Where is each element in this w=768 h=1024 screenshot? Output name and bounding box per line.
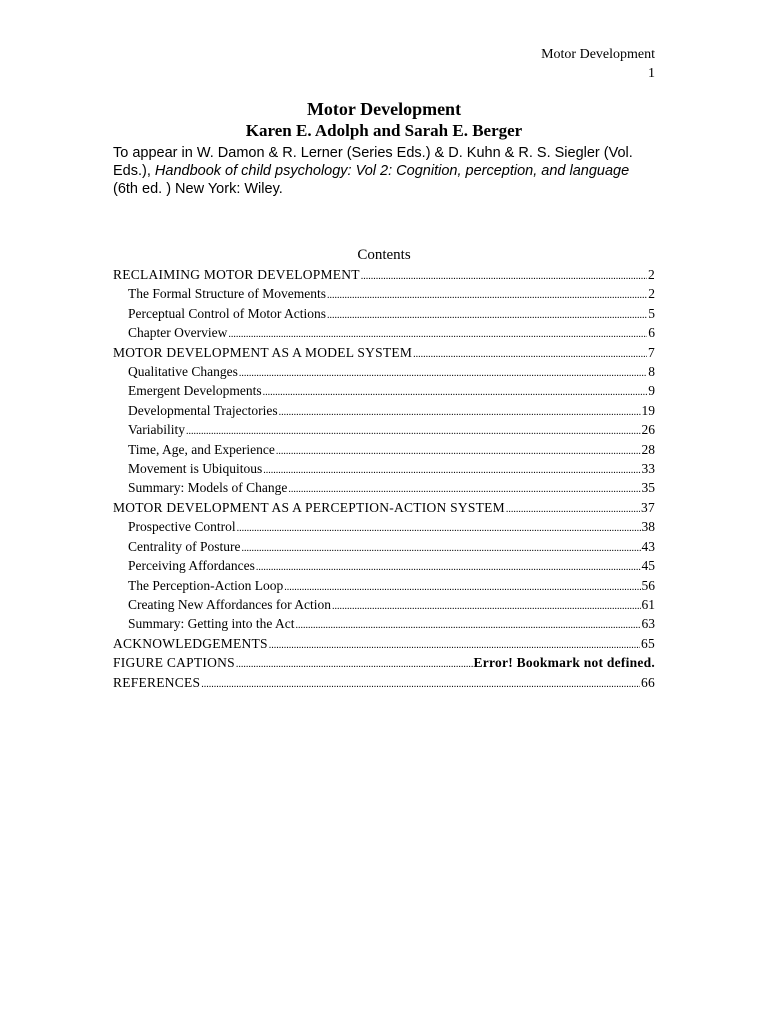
toc-entry-page: 6 — [648, 325, 655, 341]
dot-leader — [263, 384, 648, 401]
page-number: 1 — [648, 66, 655, 81]
toc-entry-page: 43 — [641, 538, 655, 554]
toc-heading: Contents — [357, 247, 411, 263]
dot-leader — [506, 501, 640, 518]
toc-entry[interactable] — [113, 518, 655, 537]
dot-leader — [228, 326, 647, 343]
toc-entry[interactable] — [113, 285, 655, 304]
dot-leader — [284, 579, 640, 596]
citation-suffix: (6th ed. ) New York: Wiley. — [113, 181, 283, 197]
toc-entry-page: 28 — [641, 441, 655, 457]
toc-entry-page: 2 — [648, 286, 655, 302]
dot-leader — [327, 287, 647, 304]
dot-leader — [256, 559, 641, 576]
citation — [113, 144, 655, 198]
document-title: Motor Development — [306, 99, 462, 119]
toc-entry-label: Variability — [128, 422, 185, 438]
toc-entry-label: Emergent Developments — [128, 383, 262, 399]
toc-entry[interactable] — [113, 421, 655, 440]
toc-entry[interactable] — [113, 305, 655, 324]
toc-entry[interactable] — [113, 635, 655, 654]
toc-entry[interactable] — [113, 344, 655, 363]
toc-entry-label: REFERENCES — [113, 674, 201, 690]
citation-book-title: Handbook of child psychology: Vol 2: Cognition, perception, and language — [154, 163, 630, 179]
toc-entry-label: Prospective Control — [128, 519, 236, 535]
dot-leader — [332, 598, 641, 615]
running-header — [541, 45, 655, 83]
dot-leader — [241, 540, 640, 557]
dot-leader — [269, 637, 640, 654]
toc-entry-label: Perceiving Affordances — [128, 558, 255, 574]
dot-leader — [239, 365, 647, 382]
toc-entry[interactable] — [113, 538, 655, 557]
toc-entry-page: 9 — [648, 383, 655, 399]
toc-entry-page: 5 — [648, 305, 655, 321]
dot-leader — [201, 676, 640, 693]
toc-entry[interactable] — [113, 402, 655, 421]
authors: Karen E. Adolph and Sarah E. Berger — [245, 121, 523, 140]
toc-entry-label: Creating New Affordances for Action — [128, 596, 331, 612]
toc-entry[interactable] — [113, 577, 655, 596]
toc-entry-label: Developmental Trajectories — [128, 402, 278, 418]
title-block — [113, 98, 655, 198]
dot-leader — [413, 346, 647, 363]
toc-entry[interactable] — [113, 596, 655, 615]
toc-entry[interactable] — [113, 382, 655, 401]
dot-leader — [361, 268, 647, 285]
toc-entry-page: 26 — [641, 422, 655, 438]
toc-entry-label: Summary: Getting into the Act — [128, 616, 295, 632]
toc-entry-label: Time, Age, and Experience — [128, 441, 275, 457]
toc-entry-page: 61 — [641, 596, 655, 612]
running-title: Motor Development — [541, 47, 655, 62]
dot-leader — [237, 520, 641, 537]
toc-entry-page: 45 — [641, 558, 655, 574]
toc-entry-label: Chapter Overview — [128, 325, 228, 341]
toc-entry-label: Perceptual Control of Motor Actions — [128, 305, 326, 321]
toc-entry-page: 2 — [648, 267, 655, 282]
toc-entry[interactable] — [113, 615, 655, 634]
table-of-contents — [113, 246, 655, 693]
toc-entry[interactable] — [113, 441, 655, 460]
toc-entry-label: RECLAIMING MOTOR DEVELOPMENT — [113, 267, 360, 282]
toc-entry-page: 37 — [641, 499, 655, 515]
toc-entry-label: MOTOR DEVELOPMENT AS A MODEL SYSTEM — [113, 344, 413, 360]
dot-leader — [327, 307, 647, 324]
toc-entry-page: 35 — [641, 480, 655, 496]
toc-entry-label: Qualitative Changes — [128, 364, 238, 380]
toc-entry[interactable] — [113, 557, 655, 576]
toc-entry-page: Error! Bookmark not defined. — [473, 655, 655, 671]
toc-entry[interactable] — [113, 479, 655, 498]
toc-entry-label: The Perception-Action Loop — [128, 577, 284, 593]
dot-leader — [288, 481, 640, 498]
toc-entry[interactable] — [113, 363, 655, 382]
toc-entry-page: 63 — [641, 616, 655, 632]
toc-entry[interactable] — [113, 266, 655, 285]
toc-entry-label: FIGURE CAPTIONS — [113, 655, 235, 671]
dot-leader — [295, 617, 640, 634]
toc-entry-page: 65 — [641, 635, 655, 651]
toc-entry-label: MOTOR DEVELOPMENT AS A PERCEPTION-ACTION SYSTEM — [113, 499, 505, 515]
toc-entry-page: 56 — [641, 577, 655, 593]
dot-leader — [236, 656, 473, 673]
toc-entry[interactable] — [113, 499, 655, 518]
toc-entry-label: Movement is Ubiquitous — [128, 461, 263, 477]
toc-entry-label: Centrality of Posture — [128, 538, 241, 554]
dot-leader — [186, 423, 641, 440]
toc-entry-label: Summary: Models of Change — [128, 480, 288, 496]
toc-entry-page: 33 — [641, 461, 655, 477]
toc-entry[interactable] — [113, 674, 655, 693]
citation-prefix: To appear in W. Damon & R. Lerner (Series Eds.) & D. Kuhn & R. S. Siegler (Vol. Eds.), — [113, 145, 633, 179]
toc-entry[interactable] — [113, 460, 655, 479]
toc-entry-label: ACKNOWLEDGEMENTS — [113, 635, 268, 651]
dot-leader — [279, 404, 641, 421]
toc-entry-page: 38 — [641, 519, 655, 535]
toc-entry-page: 66 — [641, 674, 655, 690]
toc-entry-page: 7 — [648, 344, 655, 360]
toc-entry-page: 8 — [648, 364, 655, 380]
dot-leader — [263, 462, 640, 479]
toc-entry-page: 19 — [641, 402, 655, 418]
toc-entry[interactable] — [113, 324, 655, 343]
dot-leader — [276, 443, 641, 460]
toc-entry-label: The Formal Structure of Movements — [128, 286, 326, 302]
toc-entry[interactable] — [113, 654, 655, 673]
